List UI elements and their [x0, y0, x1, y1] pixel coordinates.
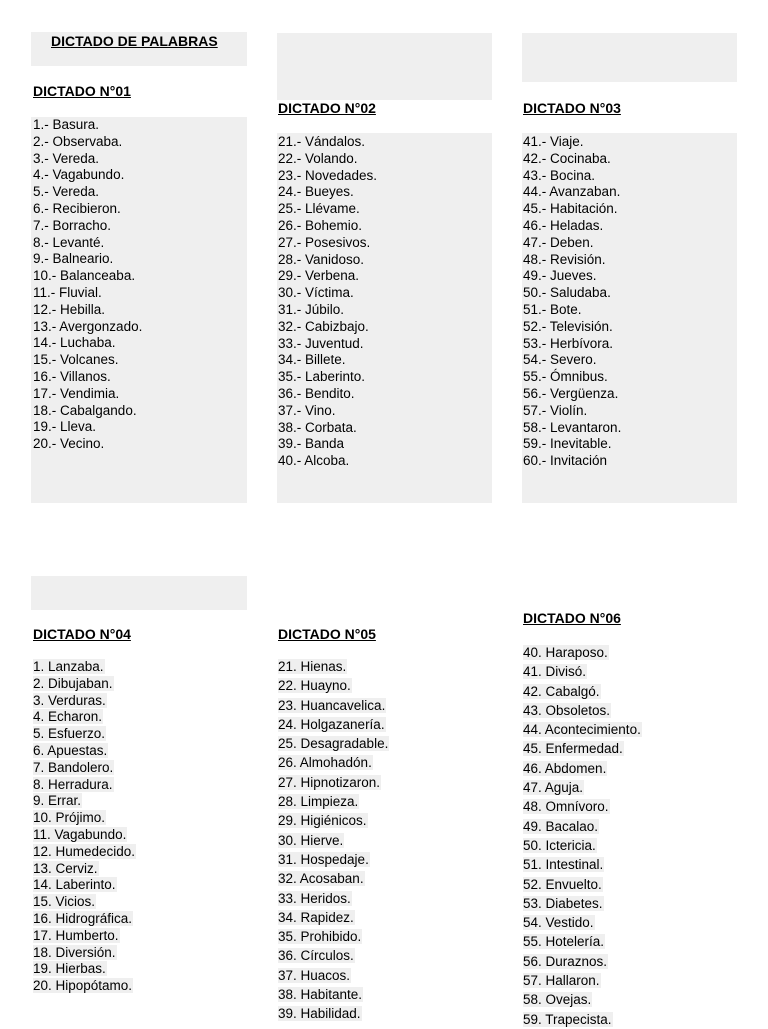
word-text: 10.- Balanceaba. — [33, 268, 136, 284]
word-item — [33, 335, 142, 352]
word-text: 9. Errar. — [33, 793, 82, 809]
word-item — [523, 184, 621, 201]
word-text: 43.- Bocina. — [523, 167, 596, 183]
word-item — [278, 134, 377, 151]
word-text: 9.- Balneario. — [33, 251, 114, 267]
word-item — [523, 971, 642, 990]
dictado-03-title: DICTADO N°03 — [523, 100, 621, 116]
word-text: 13. Cerviz. — [33, 860, 98, 876]
word-item — [33, 928, 136, 945]
word-text: 31. Hospedaje. — [278, 851, 369, 867]
word-item — [523, 319, 621, 336]
word-text: 47.- Deben. — [523, 234, 594, 250]
dictado-04-title: DICTADO N°04 — [33, 626, 131, 642]
word-text: 17.- Vendimia. — [33, 385, 120, 401]
word-item — [278, 831, 389, 850]
word-text: 34. Rapidez. — [278, 909, 354, 925]
word-item — [33, 419, 142, 436]
word-item — [523, 662, 642, 681]
word-item — [278, 386, 377, 403]
word-text: 49.- Jueves. — [523, 268, 597, 284]
word-text: 33. Heridos. — [278, 890, 351, 906]
word-text: 34.- Billete. — [278, 352, 346, 368]
word-text: 42.- Cocinaba. — [523, 150, 611, 166]
word-text: 39.- Banda — [278, 436, 345, 452]
word-item — [278, 302, 377, 319]
word-text: 59.- Inevitable. — [523, 436, 612, 452]
word-text: 46.- Heladas. — [523, 217, 604, 233]
word-item — [33, 844, 136, 861]
word-item — [523, 218, 621, 235]
word-text: 52. Envuelto. — [523, 876, 602, 892]
word-text: 5. Esfuerzo. — [33, 726, 106, 742]
word-text: 50. Ictericia. — [523, 837, 596, 853]
word-text: 46. Abdomen. — [523, 760, 607, 776]
word-item — [33, 676, 136, 693]
word-item — [523, 739, 642, 758]
word-item — [33, 810, 136, 827]
word-item — [523, 436, 621, 453]
word-item — [33, 117, 142, 134]
word-item — [523, 453, 621, 470]
dictado-05-title: DICTADO N°05 — [278, 626, 376, 642]
dictado-01-title: DICTADO N°01 — [33, 83, 131, 99]
word-item — [523, 336, 621, 353]
word-item — [33, 134, 142, 151]
word-item — [278, 696, 389, 715]
word-item — [278, 657, 389, 676]
word-text: 25.- Llévame. — [278, 201, 360, 217]
word-item — [523, 701, 642, 720]
word-item — [278, 453, 377, 470]
word-item — [33, 319, 142, 336]
word-item — [33, 352, 142, 369]
word-item — [523, 990, 642, 1009]
word-item — [278, 403, 377, 420]
word-text: 4.- Vagabundo. — [33, 167, 125, 183]
header-box-2 — [277, 33, 492, 100]
word-text: 57. Hallaron. — [523, 973, 600, 989]
dictado-03-list — [523, 134, 621, 470]
word-text: 18.- Cabalgando. — [33, 402, 137, 418]
word-text: 19.- Lleva. — [33, 419, 97, 435]
word-text: 45.- Habitación. — [523, 201, 618, 217]
word-item — [523, 855, 642, 874]
word-text: 24.- Bueyes. — [278, 184, 354, 200]
word-text: 1.- Basura. — [33, 117, 100, 132]
word-text: 6.- Recibieron. — [33, 200, 121, 216]
word-item — [33, 693, 136, 710]
word-item — [278, 268, 377, 285]
word-item — [523, 403, 621, 420]
word-text: 3. Verduras. — [33, 692, 106, 708]
word-item — [33, 386, 142, 403]
word-item — [278, 908, 389, 927]
word-text: 57.- Violín. — [523, 402, 588, 418]
word-text: 37.- Vino. — [278, 402, 336, 418]
word-item — [278, 218, 377, 235]
word-text: 26. Almohadón. — [278, 755, 372, 771]
word-text: 51. Intestinal. — [523, 857, 604, 873]
word-text: 12.- Hebilla. — [33, 301, 106, 317]
word-item — [523, 797, 642, 816]
dictado-06-title: DICTADO N°06 — [523, 610, 621, 626]
word-text: 30. Hierve. — [278, 832, 344, 848]
word-text: 32.- Cabizbajo. — [278, 318, 369, 334]
header-box-3 — [522, 33, 737, 82]
word-text: 27. Hipnotizaron. — [278, 774, 381, 790]
word-item — [523, 134, 621, 151]
word-item — [278, 319, 377, 336]
word-text: 25. Desagradable. — [278, 736, 389, 752]
word-item — [523, 1010, 642, 1029]
word-item — [33, 978, 136, 995]
word-text: 40. Haraposo. — [523, 645, 608, 660]
word-text: 14. Laberinto. — [33, 877, 116, 893]
word-text: 18. Diversión. — [33, 944, 116, 960]
word-item — [278, 946, 389, 965]
word-item — [523, 875, 642, 894]
word-item — [278, 753, 389, 772]
word-item — [33, 726, 136, 743]
word-text: 7.- Borracho. — [33, 217, 112, 233]
word-text: 3.- Vereda. — [33, 150, 100, 166]
word-item — [278, 889, 389, 908]
dictado-02-title: DICTADO N°02 — [278, 100, 376, 116]
word-item — [33, 659, 136, 676]
word-text: 33.- Juventud. — [278, 335, 364, 351]
word-text: 45. Enfermedad. — [523, 741, 623, 757]
word-text: 30.- Víctima. — [278, 285, 354, 301]
word-item — [33, 827, 136, 844]
word-item — [278, 734, 389, 753]
word-item — [33, 436, 142, 453]
word-item — [523, 720, 642, 739]
word-item — [278, 869, 389, 888]
word-item — [278, 773, 389, 792]
word-text: 41. Divisó. — [523, 664, 587, 680]
word-item — [523, 386, 621, 403]
dictado-02-list — [278, 134, 377, 470]
word-text: 35. Prohibido. — [278, 929, 362, 945]
word-text: 22.- Volando. — [278, 150, 358, 166]
header-box-4 — [31, 576, 247, 610]
word-text: 54. Vestido. — [523, 915, 594, 931]
word-item — [33, 235, 142, 252]
word-text: 8. Herradura. — [33, 776, 113, 792]
word-text: 44.- Avanzaban. — [523, 184, 621, 200]
word-item — [33, 793, 136, 810]
word-item — [523, 302, 621, 319]
word-text: 27.- Posesivos. — [278, 234, 371, 250]
word-text: 59. Trapecista. — [523, 1011, 612, 1027]
word-text: 12. Humedecido. — [33, 843, 136, 859]
word-text: 55.- Ómnibus. — [523, 369, 608, 385]
word-item — [278, 985, 389, 1004]
word-text: 55. Hotelería. — [523, 934, 605, 950]
word-item — [278, 420, 377, 437]
word-item — [33, 760, 136, 777]
word-text: 21. Hienas. — [278, 659, 347, 674]
word-text: 32. Acosaban. — [278, 871, 364, 887]
word-item — [33, 285, 142, 302]
word-item — [523, 201, 621, 218]
word-item — [278, 927, 389, 946]
word-text: 50.- Saludaba. — [523, 285, 611, 301]
word-text: 37. Huacos. — [278, 967, 351, 983]
word-item — [278, 151, 377, 168]
word-text: 51.- Bote. — [523, 301, 582, 317]
word-item — [523, 352, 621, 369]
word-text: 49. Bacalao. — [523, 818, 599, 834]
word-text: 1. Lanzaba. — [33, 659, 104, 674]
word-item — [33, 911, 136, 928]
word-text: 5.- Vereda. — [33, 184, 100, 200]
word-text: 43. Obsoletos. — [523, 702, 611, 718]
word-text: 29. Higiénicos. — [278, 813, 367, 829]
dictado-01-list — [33, 117, 142, 453]
word-text: 24. Holgazanería. — [278, 716, 385, 732]
word-text: 36. Círculos. — [278, 948, 354, 964]
dictado-05-list — [278, 657, 389, 1024]
word-text: 16.- Villanos. — [33, 368, 111, 384]
word-item — [278, 184, 377, 201]
word-item — [278, 252, 377, 269]
word-item — [33, 894, 136, 911]
page-title: DICTADO DE PALABRAS — [51, 33, 218, 49]
word-text: 60.- Invitación — [523, 453, 608, 469]
word-item — [523, 369, 621, 386]
word-item — [33, 184, 142, 201]
word-text: 22. Huayno. — [278, 678, 351, 694]
word-item — [33, 268, 142, 285]
word-text: 10. Prójimo. — [33, 810, 106, 826]
word-item — [33, 167, 142, 184]
word-text: 8.- Levanté. — [33, 234, 105, 250]
word-item — [523, 168, 621, 185]
word-item — [33, 945, 136, 962]
word-item — [278, 715, 389, 734]
word-item — [33, 218, 142, 235]
dictado-04-list — [33, 659, 136, 995]
word-text: 6. Apuestas. — [33, 742, 108, 758]
word-text: 48.- Revisión. — [523, 251, 606, 267]
word-text: 54.- Severo. — [523, 352, 597, 368]
word-item — [278, 369, 377, 386]
word-text: 23. Huancavelica. — [278, 697, 386, 713]
word-item — [33, 251, 142, 268]
word-item — [33, 403, 142, 420]
word-text: 56. Duraznos. — [523, 953, 608, 969]
word-text: 15. Vicios. — [33, 894, 96, 910]
word-item — [33, 709, 136, 726]
word-item — [523, 778, 642, 797]
word-item — [33, 861, 136, 878]
word-item — [278, 336, 377, 353]
word-item — [33, 777, 136, 794]
word-text: 11.- Fluvial. — [33, 284, 102, 300]
word-text: 20.- Vecino. — [33, 436, 105, 452]
word-text: 15.- Volcanes. — [33, 352, 119, 368]
word-text: 48. Omnívoro. — [523, 799, 609, 815]
word-item — [278, 850, 389, 869]
word-text: 2.- Observaba. — [33, 133, 123, 149]
word-item — [278, 285, 377, 302]
word-text: 7. Bandolero. — [33, 759, 114, 775]
word-item — [523, 932, 642, 951]
word-item — [278, 792, 389, 811]
word-text: 38. Habitante. — [278, 987, 363, 1003]
dictado-06-list — [523, 643, 642, 1029]
word-item — [523, 420, 621, 437]
word-item — [278, 811, 389, 830]
word-item — [523, 836, 642, 855]
word-text: 53. Diabetes. — [523, 895, 603, 911]
word-item — [523, 952, 642, 971]
word-text: 13.- Avergonzado. — [33, 318, 143, 334]
word-item — [523, 759, 642, 778]
word-text: 40.- Alcoba. — [278, 453, 350, 469]
word-text: 21.- Vándalos. — [278, 134, 366, 149]
word-item — [278, 201, 377, 218]
word-item — [33, 369, 142, 386]
word-item — [278, 436, 377, 453]
word-text: 29.- Verbena. — [278, 268, 360, 284]
word-item — [33, 151, 142, 168]
word-item — [523, 252, 621, 269]
word-item — [523, 894, 642, 913]
word-text: 28.- Vanidoso. — [278, 251, 365, 267]
word-text: 17. Humberto. — [33, 927, 119, 943]
word-text: 42. Cabalgó. — [523, 683, 600, 699]
word-item — [33, 743, 136, 760]
word-text: 20. Hipopótamo. — [33, 978, 133, 994]
word-item — [33, 877, 136, 894]
word-text: 4. Echaron. — [33, 709, 103, 725]
word-text: 19. Hierbas. — [33, 961, 106, 977]
word-item — [33, 302, 142, 319]
word-text: 35.- Laberinto. — [278, 369, 366, 385]
word-text: 58. Ovejas. — [523, 992, 592, 1008]
word-item — [523, 268, 621, 285]
word-item — [278, 235, 377, 252]
word-item — [523, 285, 621, 302]
word-item — [278, 168, 377, 185]
word-text: 2. Dibujaban. — [33, 675, 113, 691]
word-item — [278, 352, 377, 369]
word-text: 16. Hidrográfica. — [33, 910, 133, 926]
word-item — [523, 913, 642, 932]
word-text: 31.- Júbilo. — [278, 301, 345, 317]
word-item — [523, 235, 621, 252]
word-text: 28. Limpieza. — [278, 794, 359, 810]
word-text: 53.- Herbívora. — [523, 335, 614, 351]
word-text: 14.- Luchaba. — [33, 335, 116, 351]
word-item — [523, 817, 642, 836]
word-item — [523, 682, 642, 701]
word-item — [278, 966, 389, 985]
word-text: 58.- Levantaron. — [523, 419, 622, 435]
word-item — [33, 961, 136, 978]
word-item — [33, 201, 142, 218]
word-text: 44. Acontecimiento. — [523, 722, 641, 738]
word-text: 36.- Bendito. — [278, 385, 355, 401]
word-text: 39. Habilidad. — [278, 1006, 361, 1022]
word-text: 38.- Corbata. — [278, 419, 357, 435]
word-text: 41.- Viaje. — [523, 134, 584, 149]
word-text: 11. Vagabundo. — [33, 826, 127, 842]
word-text: 52.- Televisión. — [523, 318, 613, 334]
word-text: 56.- Vergüenza. — [523, 385, 619, 401]
word-text: 26.- Bohemio. — [278, 217, 363, 233]
word-item — [278, 676, 389, 695]
word-text: 47. Aguja. — [523, 780, 584, 796]
word-item — [523, 643, 642, 662]
word-text: 23.- Novedades. — [278, 167, 378, 183]
word-item — [278, 1004, 389, 1023]
word-item — [523, 151, 621, 168]
